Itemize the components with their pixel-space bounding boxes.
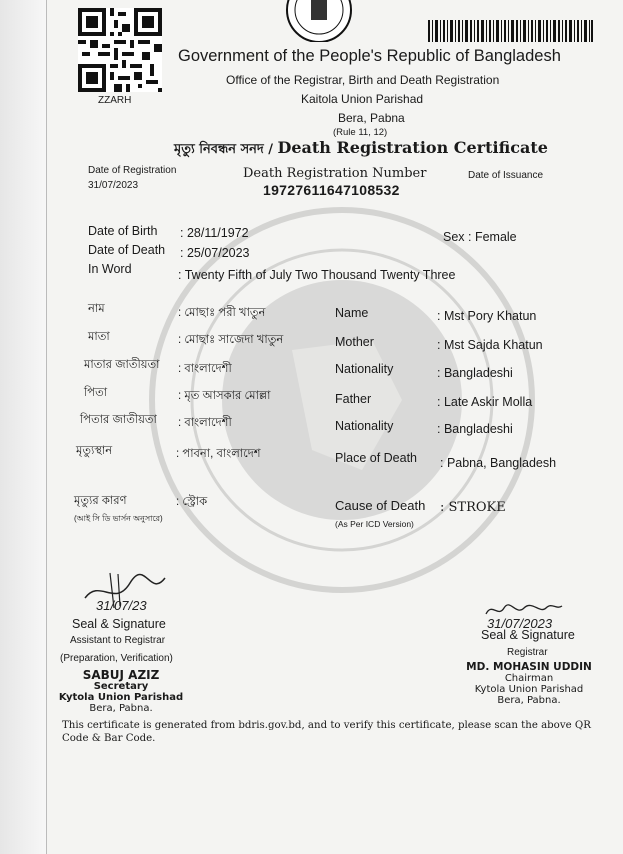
union-heading: Kaitola Union Parishad xyxy=(301,92,424,106)
registrar-stamp-name: MD. MOHASIN UDDIN xyxy=(466,661,592,673)
death-date-value: : 25/07/2023 xyxy=(180,246,250,260)
registrar-stamp-title: Chairman xyxy=(504,673,554,684)
label-name: Name xyxy=(335,306,369,320)
qr-code xyxy=(78,8,162,92)
value-place-of-death: : Pabna, Bangladesh xyxy=(440,456,557,470)
registration-date-value: 31/07/2023 xyxy=(88,180,139,191)
bn-label-father: পিতা xyxy=(84,387,108,399)
rule-reference: (Rule 11, 12) xyxy=(333,127,388,138)
page-title xyxy=(174,138,548,161)
bn-label-place-of-death: মৃত্যুস্থান xyxy=(76,445,113,457)
assistant-stamp-location: Bera, Pabna. xyxy=(89,703,153,714)
registrar-seal-label: Seal & Signature xyxy=(481,628,575,642)
label-father: Father xyxy=(335,392,372,406)
label-father-nationality: Nationality xyxy=(335,419,394,433)
death-date-label: Date of Death xyxy=(88,243,166,257)
value-mother: : Mst Sajda Khatun xyxy=(437,338,543,352)
cause-note: (As Per ICD Version) xyxy=(335,519,414,529)
bn-value-name: : মোছাঃ পরী খাতুন xyxy=(178,307,266,319)
issuance-date-label: Date of Issuance xyxy=(468,170,544,181)
bn-cause-note: (আই সি ডি ভার্সন অনুসারে) xyxy=(74,514,163,523)
assistant-role-detail: (Preparation, Verification) xyxy=(60,653,173,664)
assistant-stamp-title: Secretary xyxy=(93,681,149,692)
bn-label-mother-nationality: মাতার জাতীয়তা xyxy=(84,359,160,371)
bn-label-cause-of-death: মৃত্যুর কারণ xyxy=(74,495,127,507)
value-father: : Late Askir Molla xyxy=(437,395,533,409)
bn-label-mother: মাতা xyxy=(88,331,110,343)
label-place-of-death: Place of Death xyxy=(335,451,417,465)
sex-field: Sex : Female xyxy=(443,230,517,244)
birth-date-label: Date of Birth xyxy=(88,224,158,238)
bn-value-place-of-death: : পাবনা, বাংলাদেশ xyxy=(176,448,261,460)
barcode xyxy=(428,20,593,42)
assistant-stamp-office: Kytola Union Parishad xyxy=(58,692,184,703)
verification-footer: This certificate is generated from bdris.gov.bd, and to verify this certificate, please scan the above QR Code & Bar Code. xyxy=(62,720,591,744)
registrar-stamp-location: Bera, Pabna. xyxy=(497,695,561,706)
office-heading: Office of the Registrar, Birth and Death Registration xyxy=(226,73,500,87)
in-word-value: : Twenty Fifth of July Two Thousand Twenty Three xyxy=(178,268,456,282)
registration-date-label: Date of Registration xyxy=(88,165,177,176)
birth-date-value: : 28/11/1972 xyxy=(180,226,249,240)
title-english: Death Registration Certificate xyxy=(277,138,548,157)
assistant-seal-label: Seal & Signature xyxy=(72,617,166,631)
bn-value-cause-of-death: : স্ট্রোক xyxy=(176,496,208,508)
registrar-handwritten-date: 31/07/2023 xyxy=(487,616,553,631)
label-mother: Mother xyxy=(335,335,374,349)
government-heading: Government of the People's Republic of Bangladesh xyxy=(178,47,561,65)
bn-label-father-nationality: পিতার জাতীয়তা xyxy=(80,414,157,426)
registration-number-value: 19727611647108532 xyxy=(263,182,400,198)
bn-label-name: নাম xyxy=(88,303,105,315)
location-heading: Bera, Pabna xyxy=(338,111,405,125)
value-mother-nationality: : Bangladeshi xyxy=(437,366,513,380)
assistant-stamp-name: SABUJ AZIZ xyxy=(82,668,160,682)
bn-value-mother-nationality: : বাংলাদেশী xyxy=(178,363,232,375)
assistant-handwritten-date: 31/07/23 xyxy=(96,598,147,613)
value-cause-of-death: : STROKE xyxy=(440,500,506,515)
government-seal-icon xyxy=(284,0,354,42)
page-edge-shadow xyxy=(0,0,47,854)
bn-value-mother: : মোছাঃ সাজেদা খাতুন xyxy=(178,334,284,346)
bn-value-father: : মৃত আসকার মোল্লা xyxy=(178,390,271,402)
in-word-label: In Word xyxy=(88,262,132,276)
registrar-stamp-office: Kytola Union Parishad xyxy=(474,684,584,695)
bn-value-father-nationality: : বাংলাদেশী xyxy=(178,417,232,429)
registration-number-label: Death Registration Number xyxy=(243,166,427,181)
value-father-nationality: : Bangladeshi xyxy=(437,422,513,436)
label-mother-nationality: Nationality xyxy=(335,362,394,376)
assistant-stamp xyxy=(56,670,186,714)
title-bangla: মৃত্যু নিবন্ধন সনদ / xyxy=(174,142,274,157)
registrar-role: Registrar xyxy=(507,647,548,658)
label-cause-of-death: Cause of Death xyxy=(335,498,426,513)
value-name: : Mst Pory Khatun xyxy=(437,309,537,323)
qr-caption: ZZARH xyxy=(98,95,132,106)
assistant-role: Assistant to Registrar xyxy=(70,635,166,646)
registrar-stamp xyxy=(464,662,594,706)
